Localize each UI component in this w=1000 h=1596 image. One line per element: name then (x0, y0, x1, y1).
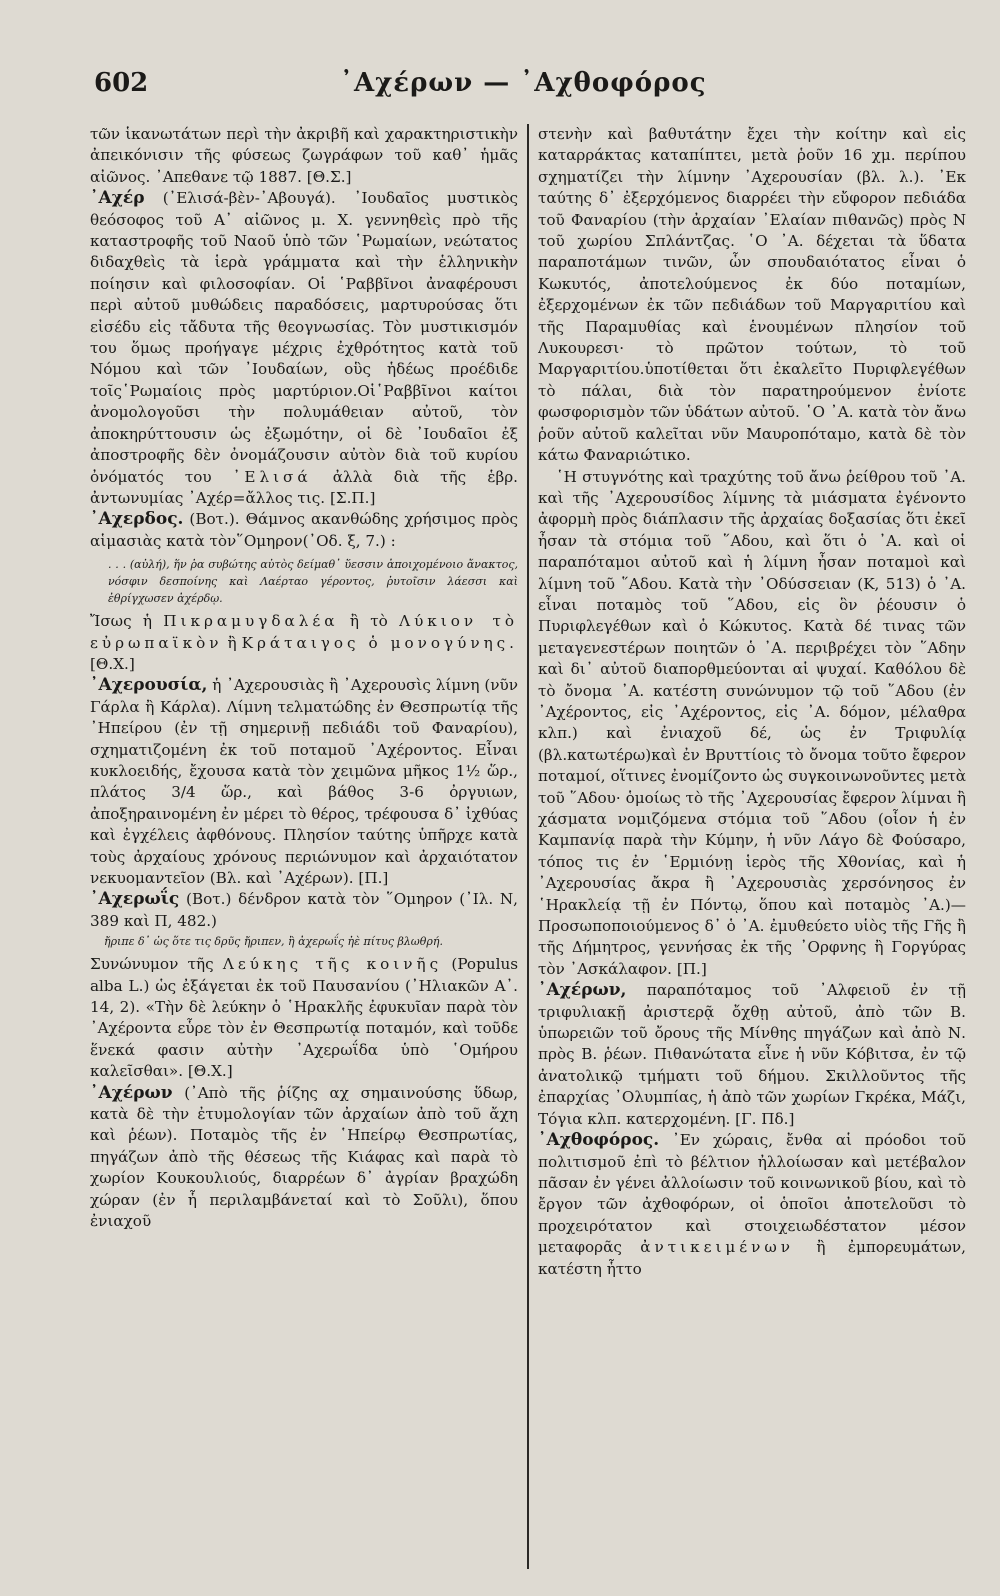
text-segment: Ἴσως ἡ (90, 612, 152, 631)
entry-text: παραπόταμος τοῦ ᾽Αλφειοῦ ἐν τῇ τριφυλιακῇ ἀριστερᾷ ὄχθῃ αὐτοῦ, ἀπὸ τῶν Β. ὑπωρειῶν τοῦ ὄρους τῆς Μίνθης πηγάζων καὶ ἀπὸ Ν. πρὸς Β. ῥέων. Πιθανώτατα εἶνε ἡ νῦν Κόβιτσα, ἐν τῷ ἀνατολικῷ τμήματι τοῦ δήμου. Σκιλλοῦντος τῆς ἐπαρχίας ᾽Ολυμπίας, ἡ ἀπὸ τῶν χωρίων Γκρέκα, Μάζι, Τόγια κλπ. κατερχομένη. [Γ. Πδ.] (538, 981, 966, 1128)
author-initials: [Θ.Χ.] (90, 654, 135, 673)
spaced-name: Πικραμυγδαλέα (163, 612, 339, 631)
entry-acheron (90, 1083, 518, 1233)
spaced-name: ᾽Ελισά (232, 467, 312, 486)
paragraph-text: ῾Η στυγνότης καὶ τραχύτης τοῦ ἄνω ῥείθρου τοῦ ᾽Α. καὶ τῆς ᾽Αχερουσίδος λίμνης τὰ μιάσματα ἐγένοντο ἀφορμὴ πρὸς διάπλασιν τῆς ἀρχαίας δοξασίας ὅτι ἐκεῖ ἦσαν τὰ στόμια τοῦ ῞Αδου, καὶ ὅτι ὁ ᾽Α. καὶ οἱ παραπόταμοι αὐτοῦ καὶ ἡ λίμνη ἦσαν ποταμοὶ καὶ λίμνη τοῦ ῞Αδου. Κατὰ τὴν ᾽Οδύσσειαν (Κ, 513) ὁ ᾽Α. εἶναι ποταμὸς τοῦ ῞Αδου, εἰς ὃν ῥέουσιν ὁ Πυριφλεγέθων καὶ ὁ Κώκυτος. Κατὰ δέ τινας τῶν μεταγενεστέρων ποιητῶν ὁ ᾽Α. περιβρέχει τὸν ῞Αδην καὶ δι᾽ αὐτοῦ διαπορθμεύονται αἱ ψυχαί. Καθόλου δὲ τὸ ὄνομα ᾽Α. κατέστη συνώνυμον τῷ τοῦ ῞Αδου (ἐν ᾽Αχέροντος, εἰς ᾽Αχέροντος, εἰς ᾽Α. δόμον, μέλαθρα κλπ.) καὶ ἐνιαχοῦ δέ, ὡς ἐν Τριφυλίᾳ (βλ.κατωτέρω)καὶ ἐν Βρυττίοις τὸ ὄνομα τοῦτο ἔφερον ποταμοί, οἵτινες ἐνομίζοντο ὡς συγκοινωνοῦντες μετὰ τοῦ ῞Αδου· ὁμοίως τὸ τῆς ᾽Αχερουσίας ἔφερον λίμναι ἢ χάσματα νομιζόμενα στόμια τοῦ ῞Αδου (οἷον ἡ ἐν Καμπανίᾳ παρὰ τὴν Κύμην, ἡ νῦν Λάγο δὲ Φούσαρο, τόπος τις ἐν ῾Ερμιόνῃ ἱερὸς τῆς Χθονίας, καὶ ἡ ᾽Αχερουσίας ἄκρα ἢ ᾽Αχερουσιὰς χερσόνησος ἐν ῾Ηρακλείᾳ τῇ ἐν Πόντῳ, ὅπου καὶ ποταμὸς ᾽Α.)— Προσωποποιούμενος δ᾽ ὁ ᾽Α. ἐμυθεύετο υἱὸς τῆς Γῆς ἢ τῆς Δήμητρος, γεννήσας ἐκ τῆς ᾽Ορφνης ἢ Γοργύρας τὸν ᾽Ασκάλαφον. [Π.] (538, 467, 966, 978)
entry-text-tail: ἀλλὰ διὰ τῆς ἑβρ. ἀντωνυμίας ᾽Αχέρ=ἄλλος τις. [Σ.Π.] (90, 467, 518, 507)
entry-headword: ᾽Αχερωΐς (90, 889, 180, 910)
entry-text: (Βοτ.). Θάμνος ακανθώδης χρήσιμος πρὸς αἱμασιὰς κατὰ τὸν῞Ομηρον(᾽Οδ. ξ, 7.) : (90, 510, 518, 550)
paragraph-text: τῶν ἱκανωτάτων περὶ τὴν ἀκριβῆ καὶ χαρακτηριστικὴν ἀπεικόνισιν τῆς φύσεως ζωγράφων τοῦ καθ᾽ ἡμᾶς αἰῶνος. ᾽Απεθανε τῷ 1887. [Θ.Σ.] (90, 125, 518, 186)
entry-text: (᾽Απὸ τῆς ῥίζης αχ σημαινούσης ὕδωρ, κατὰ δὲ τὴν ἐτυμολογίαν τῶν ἀρχαίων ἀπὸ τοῦ ἄχη καὶ ῥέων). Ποταμὸς τῆς ἐν ῾Ηπείρῳ Θεσπρωτίας, πηγάζων ἀπὸ τῆς θέσεως τῆς Κιάφας καὶ παρὰ τὸ χωρίον Κουκουλιούς, διαρρέων δ᾽ ἀγρίαν βραχώδη χώραν (ἐν ἧ περιλαμβάνεταί καὶ τὸ Σοῦλι), ὅπου ἐνιαχοῦ (90, 1083, 518, 1231)
paragraph (538, 467, 966, 981)
entry-continuation (90, 124, 518, 188)
entry-acherdos (90, 509, 518, 552)
spaced-name: Λύκιον τὸ εὐρωπαϊκὸν (90, 612, 518, 652)
column-divider (527, 124, 529, 1569)
text-segment: Συνώνυμον τῆς (90, 955, 214, 974)
verse-quote: . . . (αὐλή), ἥν ῥα συβώτης αὐτὸς δείμαθ᾽ ὕεσσιν ἀποιχομένοιο ἄνακτος, νόσφιν δεσποίνης καὶ Λαέρταο γέροντος, ῥυτοῖσιν λάεσσι καὶ ἐθρίγχωσεν ἀχέρδῳ. (108, 558, 518, 606)
entry-text: (Βοτ.) δένδρον κατὰ τὸν ῞Ομηρον (᾽Ιλ. Ν, 389 καὶ Π, 482.) (90, 890, 518, 930)
text-segment: ἢ (227, 633, 237, 652)
paragraph-text: στενὴν καὶ βαθυτάτην ἔχει τὴν κοίτην καὶ εἰς καταρράκτας καταπίπτει, μετὰ ῥοῦν 16 χμ. περίπου σχηματίζει τὴν λίμνην ᾽Αχερουσίαν (βλ. λ.). ᾽Εκ ταύτης δ᾽ ἐξερχόμενος διαρρέει τὴν εὔφορον πεδιάδα τοῦ Φαναρίου (τὴν ἀρχαίαν ᾽Ελαίαν πιθανῶς) πρὸς Ν τοῦ χωρίου Σπλάντζας. ῾Ο ᾽Α. δέχεται τὰ ὕδατα παραποτάμων τινῶν, ὧν σπουδαιότατος εἶναι ὁ Κωκυτός, ἀποτελούμενος ἐκ δύο ποταμίων, ἐξερχομένων ἐκ τῶν πεδιάδων τοῦ Μαργαριτίου καὶ τῆς Παραμυθίας καὶ ἑνουμένων πλησίον τοῦ Λυκουρεσι· τὸ πρῶτον τούτων, τὸ τοῦ Μαργαριτίου.ὑποτίθεται ὅτι ἐκαλεῖτο Πυριφλεγέθων τὸ πάλαι, διὰ τὸν παρατηρούμενον ἐνίοτε φωσφορισμὸν τῶν ὑδάτων αὐτοῦ. ῾Ο ᾽Α. κατὰ τὸν ἄνω ῥοῦν αὐτοῦ καλεῖται νῦν Μαυροπόταμο, κατὰ δὲ τὸν κάτω Φαναριώτικο. (538, 125, 966, 465)
page-header (0, 68, 1000, 108)
entry-text-tail: ἐμπορευμάτων, κατέστη ἧττο (538, 1238, 966, 1278)
entry-text: ἡ ᾽Αχερουσιὰς ἢ ᾽Αχερουσὶς λίμνη (νῦν Γάρλα ἢ Κάρλα). Λίμνη τελματώδης ἐν Θεσπρωτίᾳ τῆς ᾽Ηπείρου (ἐν τῇ σημερινῇ πεδιάδι τοῦ Φαναρίου), σχηματιζομένη ἐκ τοῦ ποταμοῦ ᾽Αχέροντος. Εἶναι κυκλοειδής, ἔχουσα κατὰ τὸν χειμῶνα μῆκος 1½ ὥρ., πλάτος 3/4 ὥρ., καὶ βάθος 3-6 ὀργυιων, ἀποξηραινομένη ἐν μέρει τὸ θέρος, τρέφουσα δ᾽ ἰχθύας καὶ ἐγχέλεις ἀφθόνους. Πλησίον ταύτης ὑπῆρχε κατὰ τοὺς ἀρχαίους χρόνους περιώνυμον καὶ ἀρχαιότατον νεκυομαντεῖον (Βλ. καὶ ᾽Αχέρων). [Π.] (90, 676, 518, 887)
text-segment: ἢ τὸ (349, 612, 388, 631)
verse-quote: ἤριπε δ᾽ ὡς ὅτε τις δρῦς ἤριπεν, ἢ ἀχερωΐς ἠὲ πίτυς βλωθρή. (104, 935, 443, 949)
entry-headword: ᾽Αχθοφόρος. (538, 1130, 660, 1151)
entry-headword: ᾽Αχέρ (90, 188, 145, 209)
text-segment: (Populus alba L.) ὡς ἐξάγεται ἐκ τοῦ Παυσανίου (᾽Ηλιακῶν Α᾽. 14, 2). «Τὴν δὲ λεύκην ὁ ῾Ηρακλῆς ἐφυκυῖαν παρὰ τὸν ᾽Αχέροντα εὗρε τὸν ἐν Θεσπρωτίᾳ ποταμόν, καὶ τοῦδε ἕνεκά φασιν αὐτὴν ᾽Αχερωΐδα ὑπὸ ῾Ομήρου καλεῖσθαι». [Θ.Χ.] (90, 955, 518, 1081)
entry-headword: ᾽Αχέρων, (538, 980, 627, 1001)
entry-continuation (538, 124, 966, 467)
entry-acherois (90, 889, 518, 932)
spaced-name: ἀντικειμένων ἢ (640, 1238, 830, 1257)
entry-headword: ᾽Αχερουσία, (90, 675, 208, 696)
entry-achthophoros (538, 1130, 966, 1280)
entry-acher (90, 188, 518, 509)
left-column (90, 124, 518, 1574)
entry-acherois-synonym (90, 954, 518, 1082)
running-title: ᾽Αχέρων — ᾽Αχθοφόρος (340, 68, 707, 98)
spaced-name: Λεύκης τῆς κοινῆς (222, 955, 443, 974)
page-number: 602 (94, 68, 149, 98)
right-column (538, 124, 966, 1574)
spaced-name: Κράταιγος ὁ μονογύνης. (241, 633, 518, 652)
entry-acherousia (90, 675, 518, 889)
entry-text: (᾽Ελισά-βὲν-᾽Αβουγά). ᾽Ιουδαῖος μυστικὸς θεόσοφος τοῦ Α᾽ αἰῶνος μ. Χ. γεννηθεὶς πρὸ τῆς καταστροφῆς τοῦ Ναοῦ ὑπὸ τῶν ῾Ρωμαίων, νεώτατος διδαχθεὶς τὰ ἱερὰ γράμματα καὶ τὴν ἑλληνικὴν ποίησιν καὶ φιλοσοφίαν. Οἱ ῾Ραββῖνοι ἀναφέρουσι περὶ αὐτοῦ μυθώδεις παραδόσεις, μαρτυρούσας ὅτι εἰσέδυ εἰς τἄδυτα τῆς θεογνωσίας. Τὸν μυστικισμόν του ὅμως προήγαγε μέχρις ἐχθρότητος κατὰ τοῦ Νόμου καὶ τῶν ᾽Ιουδαίων, οὓς ἡδέως προέδιδε τοῖς῾Ρωμαίοις πρὸς μαρτύριον.Οἱ῾Ραββῖνοι καίτοι ἀνομολογοῦσι τὴν πολυμάθειαν αὐτοῦ, τὸν ἀποκηρύττουσιν ὡς ἐξωμότην, οἱ δὲ ᾽Ιουδαῖοι ἐξ ἀποστροφῆς δὲν ὀνομάζουσιν αὐτὸν διὰ τοῦ κυρίου ὀνόματός του (90, 189, 518, 486)
entry-headword: ᾽Αχερδος. (90, 509, 184, 530)
entry-headword: ᾽Αχέρων (90, 1082, 173, 1103)
entry-acheron-tributary (538, 980, 966, 1130)
entry-text: ᾽Εν χώραις, ἔνθα αἱ πρόοδοι τοῦ πολιτισμοῦ ἐπὶ τὸ βέλτιον ἠλλοίωσαν καὶ μετέβαλον πᾶσαν ἐν γένει ἀλλοίωσιν τοῦ κοινωνικοῦ βίου, καὶ τὸ ἔργον τῶν ἀχθοφόρων, οἱ ὁποῖοι ἀποτελοῦσι τὸ προχειρότατον καὶ στοιχειωδέστατον μέσον μεταφορᾶς (538, 1131, 966, 1257)
entry-acherdos-identification (90, 611, 518, 675)
